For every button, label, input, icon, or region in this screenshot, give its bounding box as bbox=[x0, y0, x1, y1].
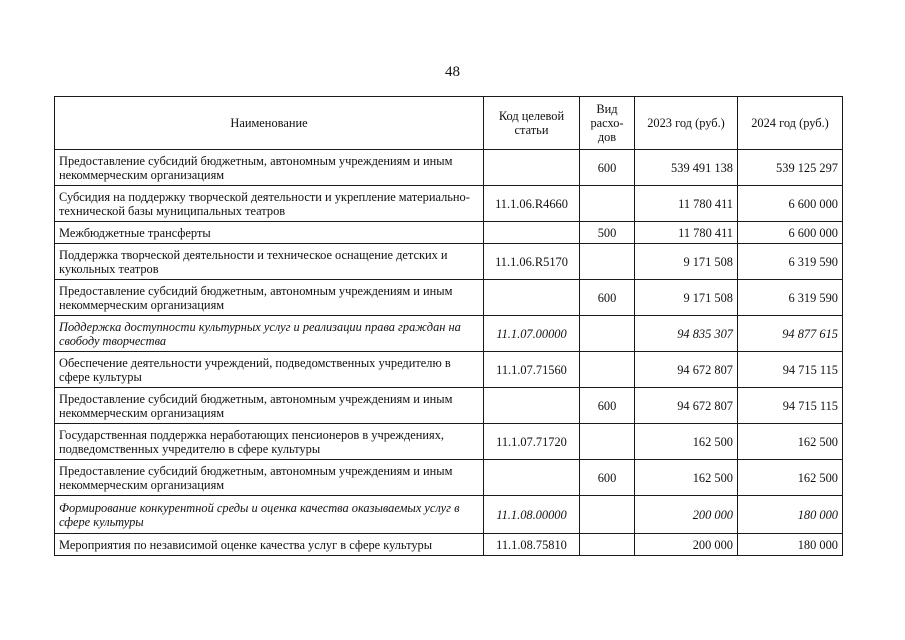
cell-name: Предоставление субсидий бюджетным, автономным учреждениям и иным некоммерческим организациям bbox=[55, 460, 484, 496]
header-code: Код целевой статьи bbox=[484, 97, 580, 150]
cell-vid bbox=[580, 316, 635, 352]
cell-code bbox=[484, 280, 580, 316]
table-row bbox=[55, 388, 843, 424]
cell-y2023: 94 672 807 bbox=[635, 388, 738, 424]
cell-y2023: 200 000 bbox=[635, 496, 738, 534]
cell-vid: 600 bbox=[580, 280, 635, 316]
cell-name: Предоставление субсидий бюджетным, автономным учреждениям и иным некоммерческим организациям bbox=[55, 280, 484, 316]
cell-name: Поддержка доступности культурных услуг и реализации права граждан на свободу творчества bbox=[55, 316, 484, 352]
table-row bbox=[55, 222, 843, 244]
cell-vid: 600 bbox=[580, 150, 635, 186]
cell-name: Государственная поддержка неработающих пенсионеров в учреждениях, подведомственных учредителю в сфере культуры bbox=[55, 424, 484, 460]
cell-y2024: 162 500 bbox=[738, 424, 843, 460]
table-row bbox=[55, 280, 843, 316]
cell-y2023: 9 171 508 bbox=[635, 280, 738, 316]
cell-code bbox=[484, 150, 580, 186]
cell-y2023: 9 171 508 bbox=[635, 244, 738, 280]
header-2023: 2023 год (руб.) bbox=[635, 97, 738, 150]
cell-code: 11.1.06.R5170 bbox=[484, 244, 580, 280]
cell-code: 11.1.06.R4660 bbox=[484, 186, 580, 222]
table-row bbox=[55, 316, 843, 352]
cell-vid bbox=[580, 244, 635, 280]
table-row bbox=[55, 460, 843, 496]
cell-code bbox=[484, 460, 580, 496]
table-row bbox=[55, 150, 843, 186]
cell-name: Формирование конкурентной среды и оценка качества оказываемых услуг в сфере культуры bbox=[55, 496, 484, 534]
cell-vid: 600 bbox=[580, 388, 635, 424]
cell-vid: 600 bbox=[580, 460, 635, 496]
cell-y2023: 11 780 411 bbox=[635, 186, 738, 222]
cell-vid bbox=[580, 352, 635, 388]
table-row bbox=[55, 244, 843, 280]
table-row bbox=[55, 352, 843, 388]
cell-y2024: 6 319 590 bbox=[738, 244, 843, 280]
table-row bbox=[55, 496, 843, 534]
header-2024: 2024 год (руб.) bbox=[738, 97, 843, 150]
cell-y2023: 11 780 411 bbox=[635, 222, 738, 244]
cell-code: 11.1.08.00000 bbox=[484, 496, 580, 534]
cell-vid bbox=[580, 186, 635, 222]
budget-table bbox=[54, 96, 843, 556]
cell-name: Субсидия на поддержку творческой деятельности и укрепление материально-технической базы муниципальных театров bbox=[55, 186, 484, 222]
cell-name: Обеспечение деятельности учреждений, подведомственных учредителю в сфере культуры bbox=[55, 352, 484, 388]
cell-vid bbox=[580, 496, 635, 534]
cell-y2024: 6 600 000 bbox=[738, 222, 843, 244]
cell-code: 11.1.07.00000 bbox=[484, 316, 580, 352]
cell-code: 11.1.07.71560 bbox=[484, 352, 580, 388]
cell-y2023: 94 835 307 bbox=[635, 316, 738, 352]
cell-y2024: 94 877 615 bbox=[738, 316, 843, 352]
cell-y2024: 94 715 115 bbox=[738, 352, 843, 388]
cell-name: Предоставление субсидий бюджетным, автономным учреждениям и иным некоммерческим организациям bbox=[55, 150, 484, 186]
cell-y2023: 94 672 807 bbox=[635, 352, 738, 388]
cell-y2023: 200 000 bbox=[635, 534, 738, 556]
cell-code: 11.1.08.75810 bbox=[484, 534, 580, 556]
cell-code: 11.1.07.71720 bbox=[484, 424, 580, 460]
cell-vid: 500 bbox=[580, 222, 635, 244]
table-row bbox=[55, 424, 843, 460]
cell-y2023: 162 500 bbox=[635, 460, 738, 496]
table-row bbox=[55, 534, 843, 556]
page-number: 48 bbox=[445, 64, 460, 80]
header-row bbox=[55, 97, 843, 150]
cell-vid bbox=[580, 534, 635, 556]
cell-y2024: 180 000 bbox=[738, 496, 843, 534]
cell-y2024: 6 600 000 bbox=[738, 186, 843, 222]
cell-code bbox=[484, 388, 580, 424]
cell-y2023: 539 491 138 bbox=[635, 150, 738, 186]
cell-y2023: 162 500 bbox=[635, 424, 738, 460]
table-row bbox=[55, 186, 843, 222]
cell-name: Поддержка творческой деятельности и техническое оснащение детских и кукольных театров bbox=[55, 244, 484, 280]
cell-y2024: 162 500 bbox=[738, 460, 843, 496]
cell-name: Мероприятия по независимой оценке качества услуг в сфере культуры bbox=[55, 534, 484, 556]
cell-y2024: 94 715 115 bbox=[738, 388, 843, 424]
cell-y2024: 6 319 590 bbox=[738, 280, 843, 316]
cell-name: Предоставление субсидий бюджетным, автономным учреждениям и иным некоммерческим организациям bbox=[55, 388, 484, 424]
cell-y2024: 539 125 297 bbox=[738, 150, 843, 186]
header-vid: Вид расхо-дов bbox=[580, 97, 635, 150]
cell-code bbox=[484, 222, 580, 244]
cell-vid bbox=[580, 424, 635, 460]
cell-name: Межбюджетные трансферты bbox=[55, 222, 484, 244]
cell-y2024: 180 000 bbox=[738, 534, 843, 556]
header-name: Наименование bbox=[55, 97, 484, 150]
